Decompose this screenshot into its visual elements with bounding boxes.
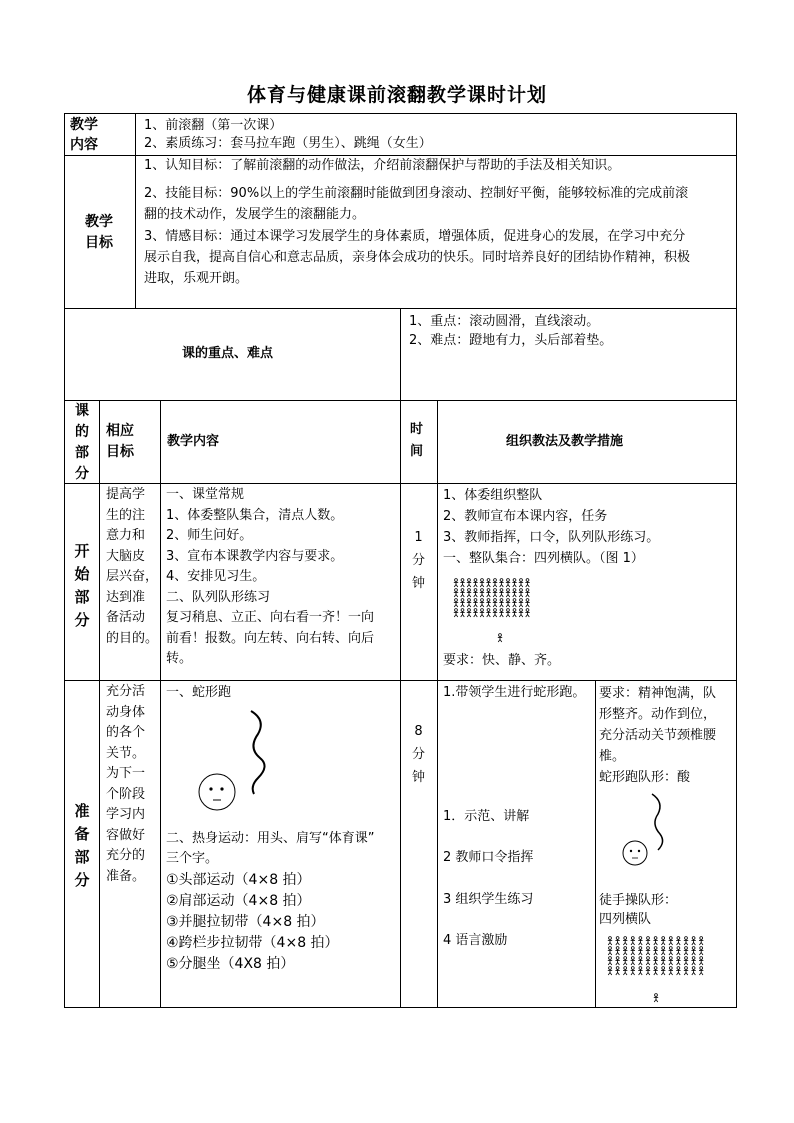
prep-org-a-4: 3 组织学生练习 (443, 892, 534, 907)
goals-label-2: 目标 (85, 235, 113, 251)
key-point-2: 2、难点：蹬地有力，头后部着垫。 (409, 333, 613, 348)
prep-content-warmup-2: 三个字。 (166, 851, 219, 866)
prep-org-a-1: 1.带领学生进行蛇形跑。 (443, 685, 586, 700)
prep-org-a-2: 1．示范、讲解 (443, 809, 530, 824)
goals-label-1: 教学 (85, 214, 113, 230)
content-label-2: 内容 (70, 137, 98, 153)
snake-run-drawing (196, 706, 286, 816)
formation-figure-2 (606, 935, 716, 1005)
start-org-requirement: 要求：快、静、齐。 (443, 653, 561, 668)
prep-org-b2: 徒手操队形： 四列横队 (599, 893, 678, 927)
key-points-label: 课的重点、难点 (182, 346, 274, 361)
prep-content-snake-run: 一、蛇形跑 (166, 685, 232, 700)
content-line-2: 2、素质练习：套马拉车跑（男生）、跳绳（女生） (144, 136, 432, 151)
prep-org-a-5: 4 语言激励 (443, 933, 508, 948)
start-goal: 提高学 生的注 意力和 大脑皮 层兴奋， 达到准 备活动 的目的。 (106, 487, 159, 646)
prep-part-label: 准 备 部 分 (74, 802, 90, 889)
header-content: 教学内容 (167, 434, 220, 449)
prep-content-warmup-1: 二、热身运动：用头、肩写“体育课” (166, 831, 375, 846)
page-title: 体育与健康课前滚翻教学课时计划 (246, 84, 547, 106)
start-part-label: 开 始 部 分 (74, 542, 90, 629)
snake-run-formation-drawing (618, 790, 678, 880)
header-time-2: 间 (410, 444, 424, 459)
header-org: 组织教法及教学措施 (506, 434, 624, 449)
header-goal-2: 目标 (106, 444, 134, 460)
start-time: 1 分 钟 (411, 530, 425, 591)
start-content: 一、课堂常规 1、体委整队集合，清点人数。 2、师生问好。 3、宣布本课教学内容与要求。 4、安排见习生。 二、队列队形练习 复习稍息、立正、向右看一齐！一向 前看！报数。向左转、向右转、向后 转。 (166, 487, 375, 666)
header-goal-1: 相应 (106, 423, 134, 439)
goal-3c: 进取，乐观开朗。 (144, 271, 249, 286)
header-time-1: 时 (410, 422, 424, 437)
goal-1: 1、认知目标：了解前滚翻的动作做法，介绍前滚翻保护与帮助的手法及相关知识。 (144, 158, 621, 173)
goal-2b: 翻的技术动作，发展学生的滚翻能力。 (144, 207, 366, 222)
prep-org-a-3: 2 教师口令指挥 (443, 850, 534, 865)
content-label-1: 教学 (70, 117, 98, 133)
prep-org-b: 要求：精神饱满，队 形整齐。动作到位， 充分活动关节颈椎腰 椎。 蛇形跑队形：酸 (599, 686, 717, 785)
header-part: 课 的 部 分 (75, 403, 89, 482)
start-org: 1、体委组织整队 2、教师宣布本课内容，任务 3、教师指挥，口令，队列队形练习。 一、整队集合：四列横队。（图 1） (443, 488, 660, 566)
goal-2a: 2、技能目标：90%以上的学生前滚翻时能做到团身滚动、控制好平衡，能够较标准的完成前滚 (144, 186, 689, 201)
formation-figure-1 (452, 577, 542, 642)
goal-3a: 3、情感目标：通过本课学习发展学生的身体素质，增强体质，促进身心的发展，在学习中充分 (144, 229, 686, 244)
prep-goal: 充分活 动身体 的各个 关节。 为下一 个阶段 学习内 容做好 充分的 准备。 (106, 684, 146, 884)
prep-warmup-items: ①头部运动（4×8 拍） ②肩部运动（4×8 拍） ③并腿拉韧带（4×8 拍） ④跨栏步拉韧带（4×8 拍） ⑤分腿坐（4X8 拍） (166, 872, 339, 972)
key-point-1: 1、重点：滚动圆滑，直线滚动。 (409, 314, 600, 329)
content-line-1: 1、前滚翻（第一次课） (144, 118, 283, 133)
goal-3b: 展示自我，提高自信心和意志品质，亲身体会成功的快乐。同时培养良好的团结协作精神，积极 (144, 250, 691, 265)
prep-time: 8 分 钟 (411, 724, 425, 785)
